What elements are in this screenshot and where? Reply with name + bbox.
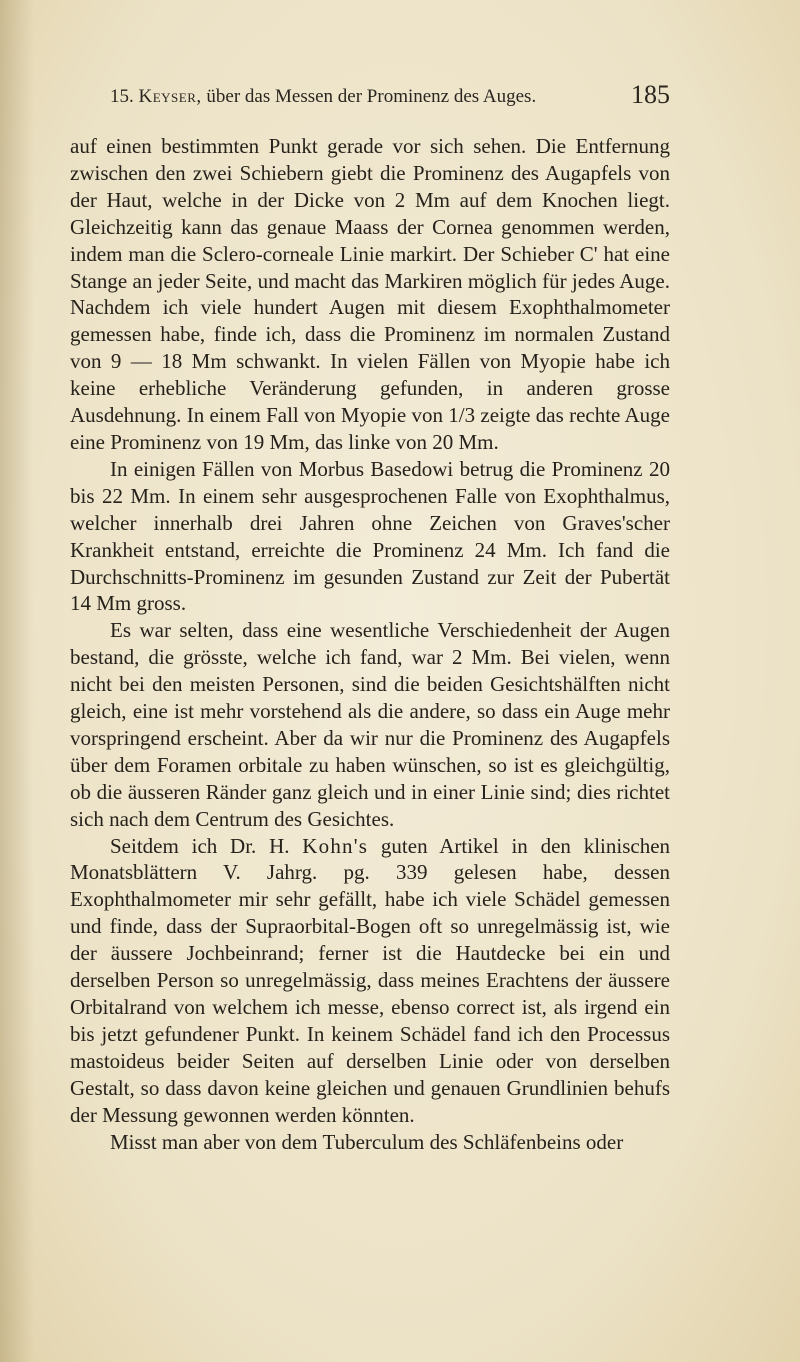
page-edge-shadow (0, 0, 34, 1362)
chapter-number: 15. (110, 86, 134, 107)
paragraph-4-rest: guten Artikel in den klinischen Monatsblättern V. Jahrg. pg. 339 gelesen habe, dessen Exophthalmometer mir sehr gefällt, habe ich viele Schädel gemessen und finde, dass der Supraorbital-Bogen oft so unregelmässig ist, wie der äussere Jochbeinrand; ferner ist die Hautdecke bei ein und derselben Person so unregelmässig, dass meines Erachtens der äussere Orbitalrand von welchem ich messe, ebenso correct ist, als irgend ein bis jetzt gefundener Punkt. In keinem Schädel fand ich den Processus mastoideus beider Seiten auf derselben Linie oder von derselben Gestalt, so dass davon keine gleichen und genauen Grundlinien behufs der Messung gewonnen werden könnten. (70, 833, 671, 1127)
paragraph-4-lead: Seitdem ich Dr. H. (110, 833, 290, 858)
paragraph-4 (70, 833, 670, 1129)
running-title: über das Messen der Prominenz des Auges. (206, 86, 537, 107)
author-name: Keyser, (138, 86, 202, 107)
paragraph-3: Es war selten, dass eine wesentliche Verschiedenheit der Augen bestand, die grösste, welche ich fand, war 2 Mm. Bei vielen, wenn nicht bei den meisten Personen, sind die beiden Gesichtshälften nicht gleich, eine ist mehr vorstehend als die andere, so dass ein Auge mehr vorspringend erscheint. Aber da wir nur die Prominenz des Augapfels über dem Foramen orbitale zu haben wünschen, so ist es gleichgültig, ob die äusseren Ränder ganz gleich und in einer Linie sind; dies richtet sich nach dem Centrum des Gesichtes. (70, 618, 670, 831)
cited-author-name: Kohn's (302, 833, 369, 858)
paragraph-2: In einigen Fällen von Morbus Basedowi betrug die Prominenz 20 bis 22 Mm. In einem sehr ausgesprochenen Falle von Exophthalmus, welcher innerhalb drei Jahren ohne Zeichen von Graves'scher Krankheit entstand, erreichte die Prominenz 24 Mm. Ich fand die Durchschnitts-Prominenz im gesunden Zustand zur Zeit der Pubertät 14 Mm gross. (70, 456, 670, 616)
running-head (110, 86, 670, 108)
body-text (70, 133, 670, 1155)
paragraph-5: Misst man aber von dem Tuberculum des Schläfenbeins oder (110, 1129, 624, 1154)
page-number: 185 (631, 80, 670, 109)
paragraph-1: auf einen bestimmten Punkt gerade vor sich sehen. Die Entfernung zwischen den zwei Schiebern giebt die Prominenz des Augapfels von der Haut, welche in der Dicke von 2 Mm auf dem Knochen liegt. Gleichzeitig kann das genaue Maass der Cornea genommen werden, indem man die Sclero-corneale Linie markirt. Der Schieber C' hat eine Stange an jeder Seite, und macht das Markiren möglich für jedes Auge. Nachdem ich viele hundert Augen mit diesem Exophthalmometer gemessen habe, finde ich, dass die Prominenz im normalen Zustand von 9 — 18 Mm schwankt. In vielen Fällen von Myopie habe ich keine erhebliche Veränderung gefunden, in anderen grosse Ausdehnung. In einem Fall von Myopie von 1/3 zeigte das rechte Auge eine Prominenz von 19 Mm, das linke von 20 Mm. (70, 134, 670, 454)
